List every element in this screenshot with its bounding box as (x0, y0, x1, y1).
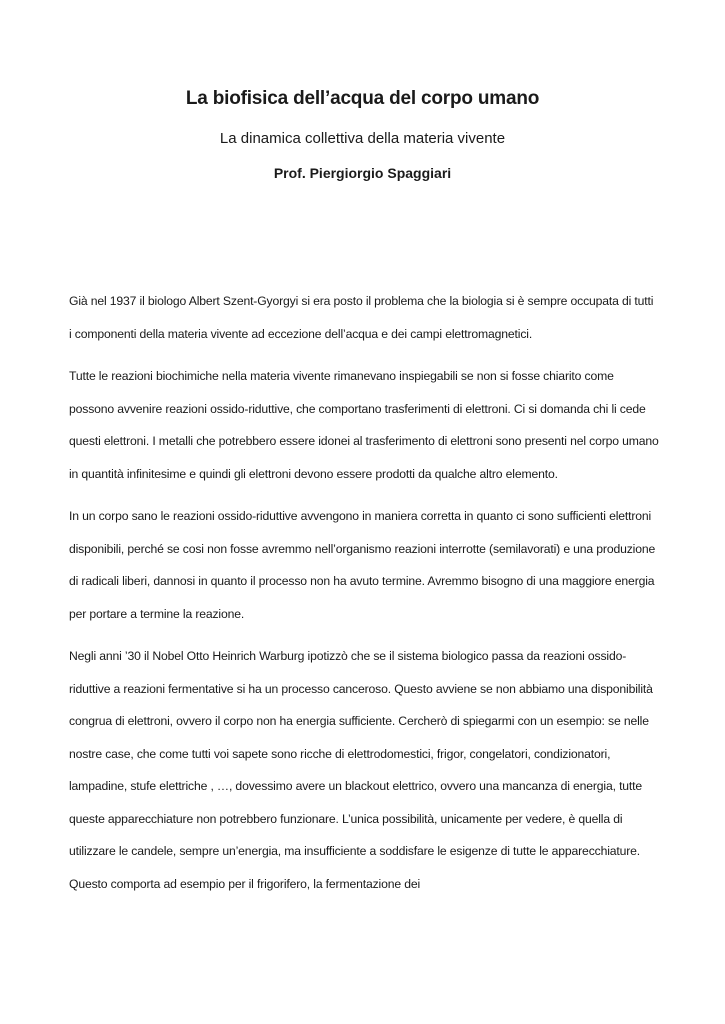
document-title: La biofisica dell’acqua del corpo umano (185, 88, 540, 109)
paragraph-3: In un corpo sano le reazioni ossido-riduttive avvengono in maniera corretta in quanto ci sono sufficienti elettroni disponibili, perché se cosi non fosse avremmo nell’organismo reazioni interrotte (semilavorati) e una produzione di radicali liberi, dannosi in quanto il processo non ha avuto termine. Avremmo bisogno di una maggiore energia per portare a termine la reazione. (69, 509, 656, 621)
paragraph-1: Già nel 1937 il biologo Albert Szent-Gyorgyi si era posto il problema che la biologia si è sempre occupata di tutti i componenti della materia vivente ad eccezione dell’acqua e dei campi elettromagnetici. (69, 294, 654, 341)
document-subtitle: La dinamica collettiva della materia vivente (219, 130, 506, 147)
paragraph-4: Negli anni ’30 il Nobel Otto Heinrich Warburg ipotizzò che se il sistema biologico passa da reazioni ossido-riduttive a reazioni fermentative si ha un processo canceroso. Questo avviene se non abbiamo una disponibilità congrua di elettroni, ovvero il corpo non ha energia sufficiente. Cercherò di spiegarmi con un esempio: se nelle nostre case, che come tutti voi sapete sono ricche di elettrodomestici, frigor, congelatori, condizionatori, lampadine, stufe elettriche , …, dovessimo avere un blackout elettrico, ovvero una mancanza di energia, tutte queste apparecchiature non potrebbero funzionare. L’unica possibilità, unicamente per vedere, è quella di utilizzare le candele, sempre un’energia, ma insufficiente a soddisfare le esigenze di tutte le apparecchiature. Questo comporta ad esempio per il frigorifero, la fermentazione dei (69, 649, 653, 891)
document-author: Prof. Piergiorgio Spaggiari (273, 165, 452, 181)
document-body (69, 285, 659, 910)
paragraph-2: Tutte le reazioni biochimiche nella materia vivente rimanevano inspiegabili se non si fosse chiarito come possono avvenire reazioni ossido-riduttive, che comportano trasferimenti di elettroni. Ci si domanda chi li cede questi elettroni. I metalli che potrebbero essere idonei al trasferimento di elettroni sono presenti nel corpo umano in quantità infinitesime e quindi gli elettroni devono essere prodotti da qualche altro elemento. (69, 369, 659, 481)
